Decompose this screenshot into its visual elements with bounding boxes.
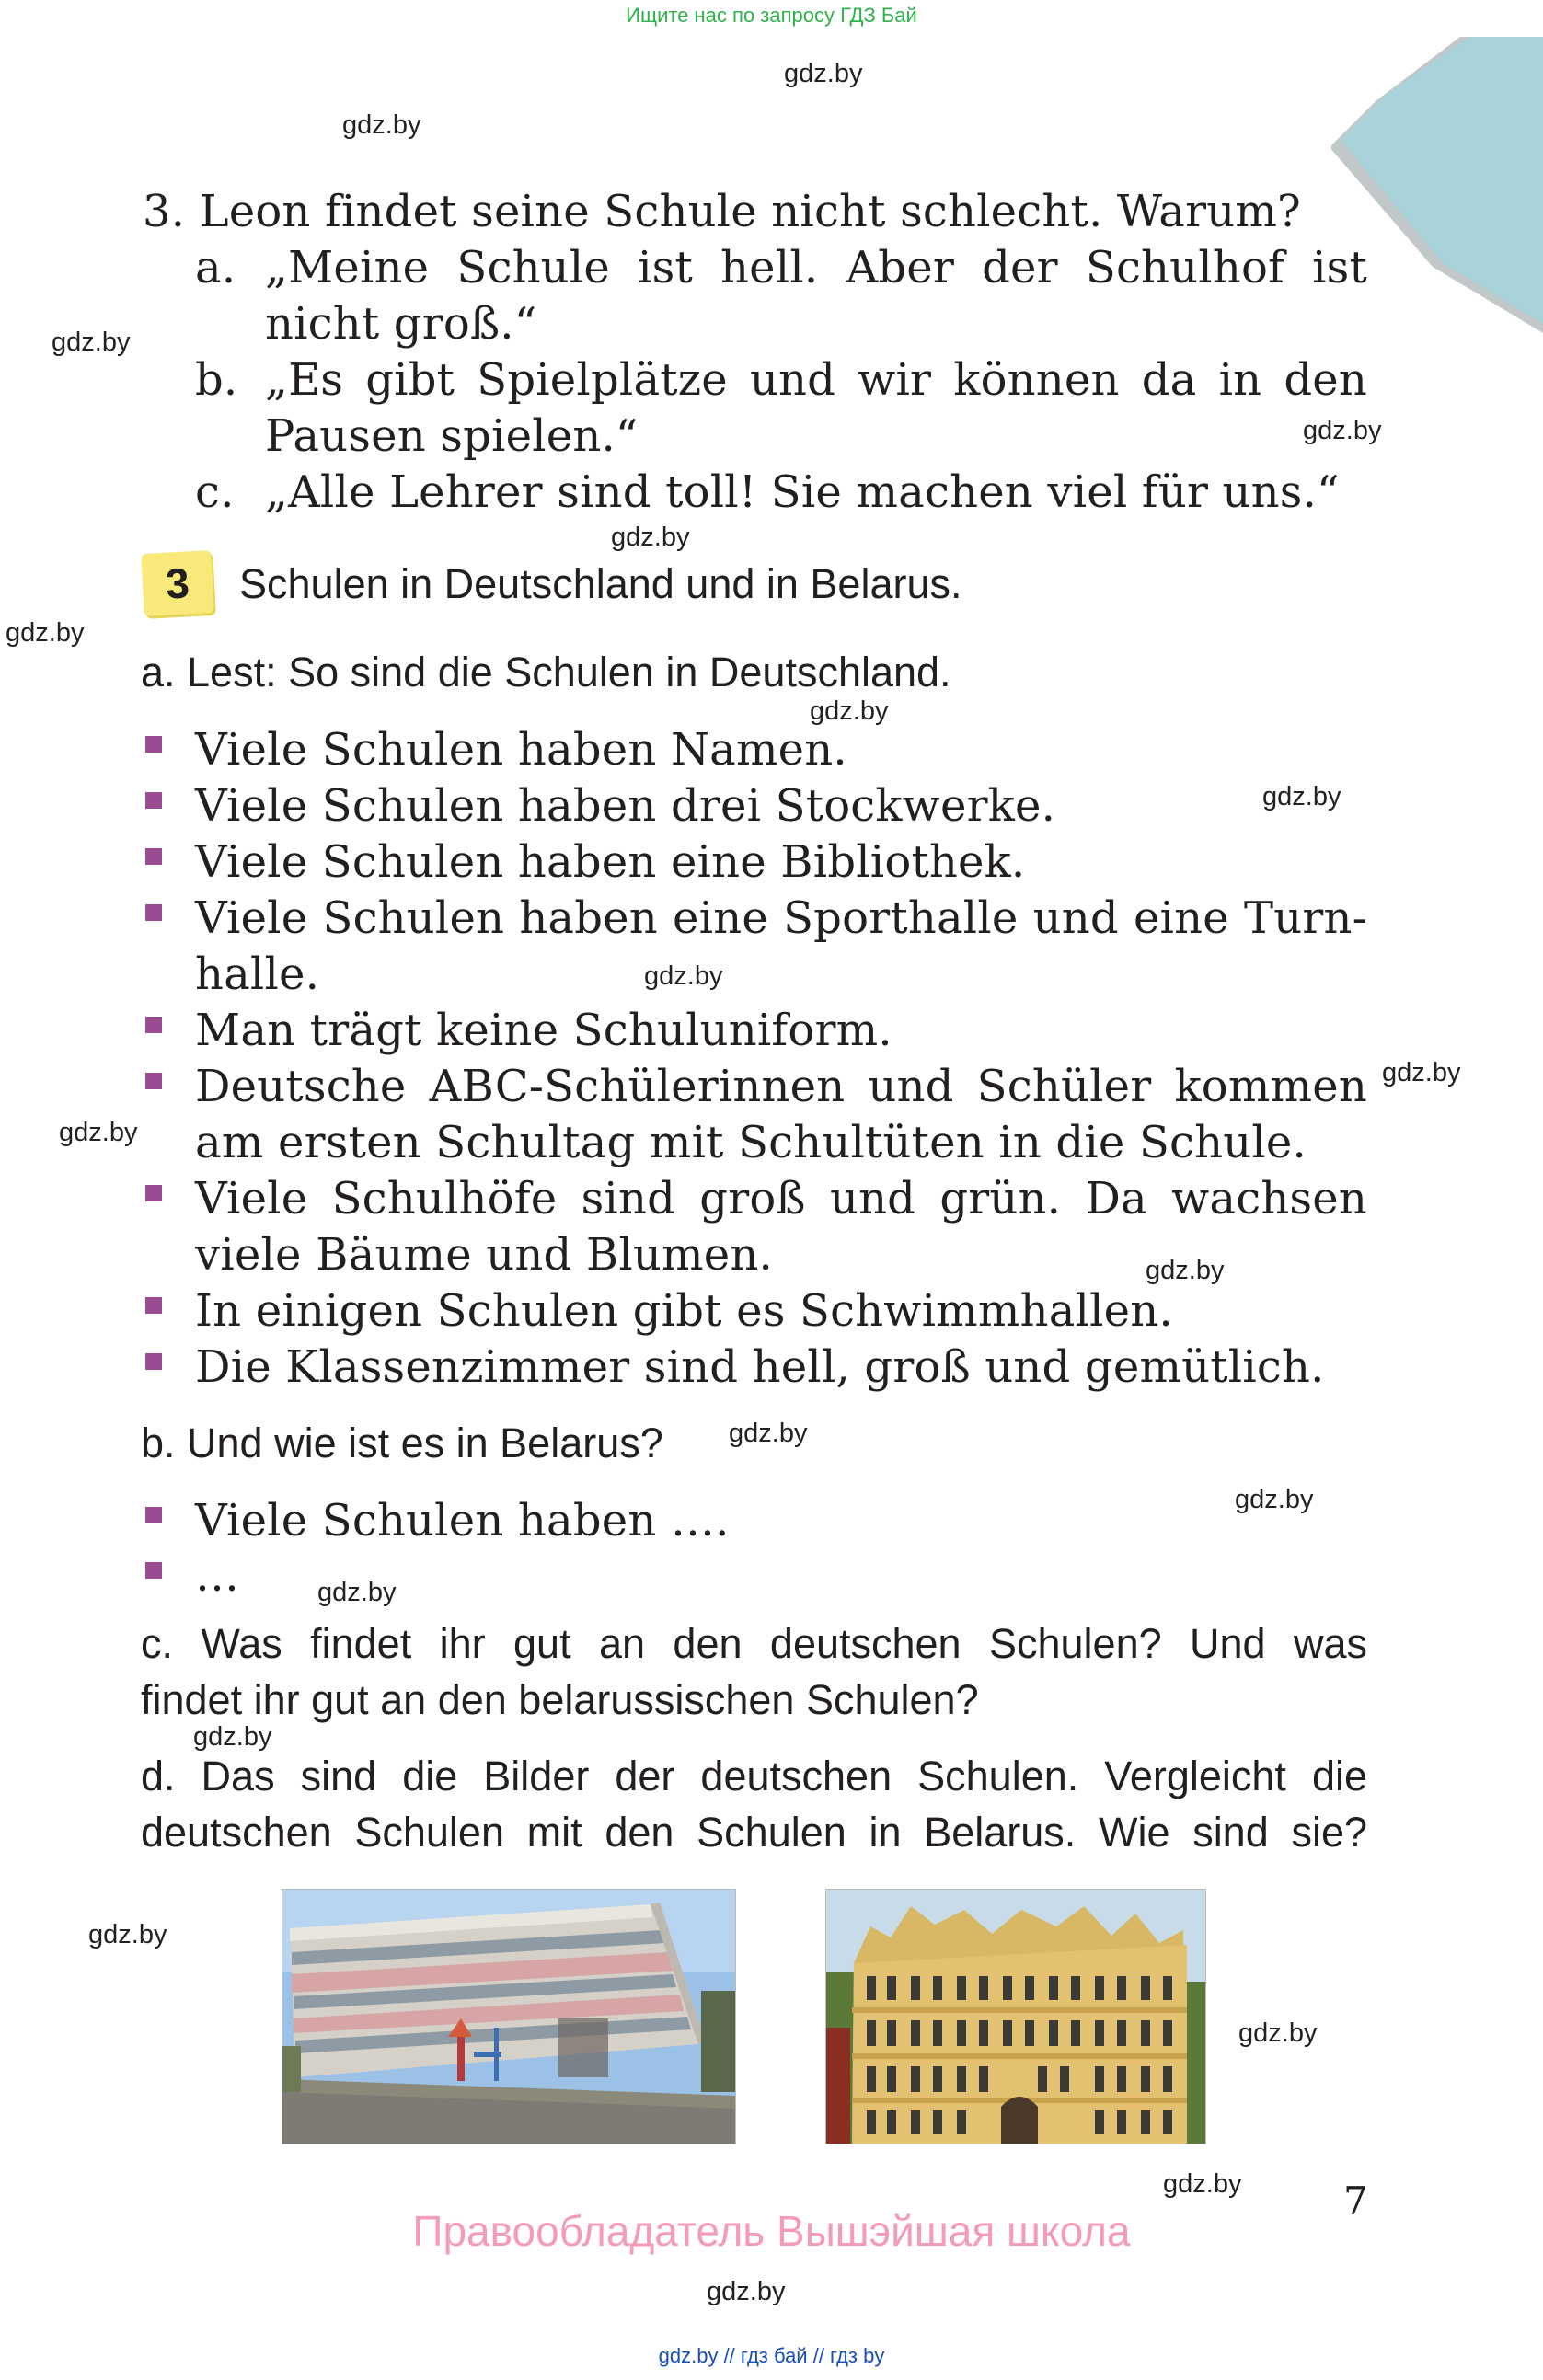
bullet-marker	[145, 1353, 162, 1370]
watermark: gdz.by	[1235, 1485, 1314, 1514]
watermark: gdz.by	[1238, 2018, 1318, 2048]
watermark: gdz.by	[193, 1722, 272, 1752]
bullet-line: Viele Schulen haben drei Stockwerke.	[195, 780, 1056, 832]
bullet-line: …	[195, 1550, 240, 1602]
bullet-marker	[145, 1562, 162, 1579]
watermark: gdz.by	[1163, 2169, 1242, 2199]
watermark: gdz.by	[1146, 1256, 1225, 1285]
watermark: gdz.by	[342, 110, 421, 140]
watermark: gdz.by	[1382, 1058, 1461, 1087]
bullet-line: Die Klassenzimmer sind hell, groß und gemütlich.	[195, 1341, 1325, 1393]
watermark: gdz.by	[611, 523, 690, 552]
watermark: gdz.by	[1262, 782, 1341, 811]
question-3-stem: 3. Leon findet seine Schule nicht schlecht. Warum?	[143, 186, 1301, 237]
bullet-marker	[145, 848, 162, 865]
page-number: 7	[1343, 2179, 1368, 2224]
bullet-marker	[145, 1073, 162, 1089]
bullet-line: Viele Schulen haben ….	[195, 1495, 730, 1546]
school-photo-historic	[825, 1889, 1206, 2144]
bullet-marker	[145, 1185, 162, 1201]
bullet-line: halle.	[195, 949, 320, 1000]
footer-links[interactable]: gdz.by // гдз бай // гдз by	[658, 2344, 885, 2367]
watermark: gdz.by	[59, 1118, 138, 1147]
watermark: gdz.by	[88, 1920, 167, 1949]
top-search-link[interactable]: Ищите нас по запросу ГДЗ Бай	[626, 4, 917, 27]
bullet-line: Deutsche ABC-Schülerinnen und Schüler kommen	[195, 1061, 1367, 1112]
watermark: gdz.by	[1303, 416, 1382, 445]
part-c-line-1: c. Was findet ihr gut an den deutschen Schulen? Und was	[141, 1620, 1367, 1667]
option-a-line-1: „Meine Schule ist hell. Aber der Schulhof ist	[265, 242, 1367, 293]
part-a-heading: a. Lest: So sind die Schulen in Deutschland.	[141, 649, 951, 696]
watermark: gdz.by	[6, 618, 85, 648]
bullet-marker	[145, 736, 162, 753]
school-photo-modern	[282, 1889, 736, 2144]
bullet-marker	[145, 1017, 162, 1033]
watermark: gdz.by	[644, 961, 723, 991]
option-b-line-2: Pausen spielen.“	[265, 410, 639, 462]
bullet-marker	[145, 1507, 162, 1523]
part-d-line-2: deutschen Schulen mit den Schulen in Belarus. Wie sind sie?	[141, 1809, 1367, 1856]
bullet-marker	[145, 904, 162, 921]
watermark: gdz.by	[317, 1578, 397, 1607]
watermark: gdz.by	[52, 328, 131, 357]
bullet-line: Viele Schulen haben Namen.	[195, 724, 847, 776]
bullet-line: Viele Schulen haben eine Sporthalle und eine Turn-	[195, 892, 1367, 944]
bullet-line: In einigen Schulen gibt es Schwimmhallen.	[195, 1285, 1173, 1337]
bullet-line: Man trägt keine Schuluniform.	[195, 1005, 892, 1056]
option-b-letter: b.	[195, 354, 238, 406]
bullet-line: Viele Schulen haben eine Bibliothek.	[195, 836, 1026, 888]
option-c-line-1: „Alle Lehrer sind toll! Sie machen viel für uns.“	[265, 466, 1340, 518]
part-b-heading: b. Und wie ist es in Belarus?	[141, 1420, 663, 1466]
part-c-line-2: findet ihr gut an den belarussischen Schulen?	[141, 1676, 979, 1723]
exercise-number-badge: 3	[141, 550, 213, 616]
option-a-letter: a.	[195, 242, 236, 293]
watermark: gdz.by	[707, 2277, 786, 2306]
copyright-notice: Правообладатель Вышэйшая школа	[412, 2207, 1131, 2255]
option-c-letter: c.	[195, 466, 235, 518]
bullet-marker	[145, 1297, 162, 1314]
bullet-line: Viele Schulhöfe sind groß und grün. Da wachsen	[195, 1173, 1367, 1224]
watermark: gdz.by	[810, 696, 889, 726]
part-d-line-1: d. Das sind die Bilder der deutschen Schulen. Vergleicht die	[141, 1753, 1367, 1799]
option-a-line-2: nicht groß.“	[265, 298, 537, 350]
option-b-line-1: „Es gibt Spielplätze und wir können da in den	[265, 354, 1367, 406]
exercise-title: Schulen in Deutschland und in Belarus.	[239, 560, 962, 607]
bullet-marker	[145, 792, 162, 809]
watermark: gdz.by	[784, 59, 863, 88]
bullet-line: viele Bäume und Blumen.	[195, 1229, 773, 1281]
watermark: gdz.by	[729, 1419, 808, 1448]
bullet-line: am ersten Schultag mit Schultüten in die Schule.	[195, 1117, 1307, 1168]
